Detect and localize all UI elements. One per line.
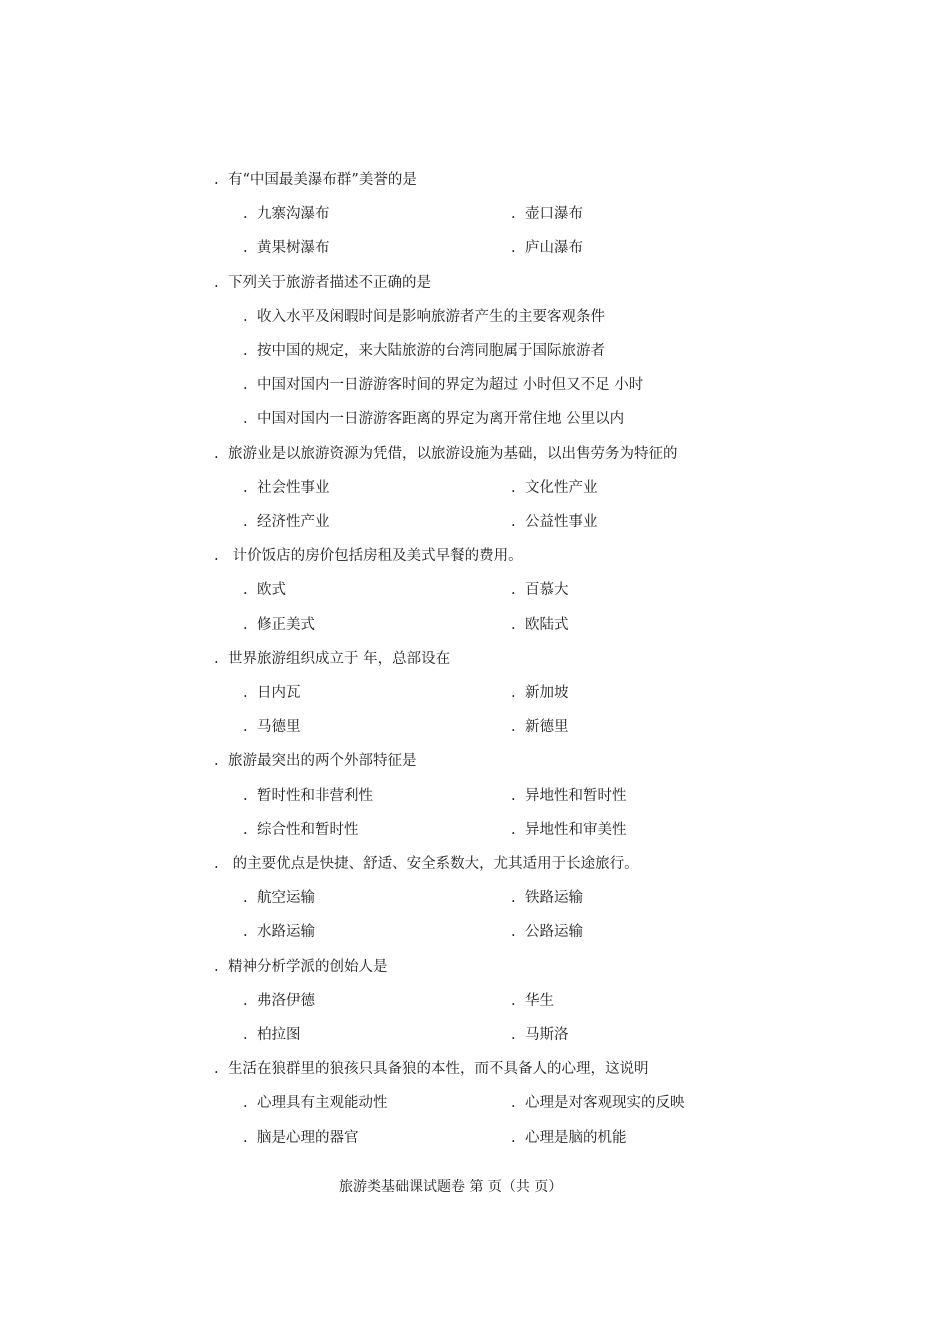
item-marker: . [243, 514, 248, 530]
answer-option-text: 日内瓦 [257, 685, 301, 701]
item-marker: . [243, 1095, 248, 1111]
item-marker: . [243, 377, 248, 393]
question-stem [214, 266, 431, 300]
question-stem-text: 精神分析学派的创始人是 [228, 959, 388, 975]
question-stem [214, 744, 417, 778]
item-marker: . [511, 240, 516, 256]
item-marker: . [243, 240, 248, 256]
answer-option-text: 心理具有主观能动性 [257, 1095, 388, 1111]
answer-option [511, 197, 583, 231]
answer-option [243, 197, 330, 231]
answer-option-text: 公路运输 [525, 924, 583, 940]
answer-option-text: 新德里 [525, 719, 569, 735]
item-marker: . [243, 206, 248, 222]
answer-option-text: 新加坡 [525, 685, 569, 701]
answer-option-text: 欧陆式 [525, 617, 569, 633]
answer-option-text: 中国对国内一日游游客时间的界定为超过 小时但又不足 小时 [257, 377, 644, 393]
answer-option-text: 脑是心理的器官 [257, 1130, 359, 1146]
item-marker: . [243, 617, 248, 633]
answer-option [243, 984, 315, 1018]
answer-option [243, 1086, 388, 1120]
item-marker: . [511, 480, 516, 496]
item-marker: . [511, 1130, 516, 1146]
item-marker: . [243, 685, 248, 701]
answer-option-text: 欧式 [257, 582, 286, 598]
answer-option [243, 915, 315, 949]
answer-option-text: 壶口瀑布 [525, 206, 583, 222]
answer-option-text: 异地性和暂时性 [525, 788, 627, 804]
answer-option-text: 文化性产业 [525, 480, 598, 496]
item-marker: . [243, 343, 248, 359]
answer-option [511, 1086, 685, 1120]
answer-option [243, 779, 373, 813]
answer-option-text: 收入水平及闲暇时间是影响旅游者产生的主要客观条件 [257, 309, 605, 325]
answer-option [511, 471, 598, 505]
answer-option [511, 813, 627, 847]
item-marker: . [214, 651, 219, 667]
answer-option [243, 608, 315, 642]
item-marker: . [214, 275, 219, 291]
answer-option-text: 马斯洛 [525, 1027, 569, 1043]
item-marker: . [511, 890, 516, 906]
answer-option [243, 881, 315, 915]
answer-option [511, 915, 583, 949]
item-marker: . [243, 1130, 248, 1146]
answer-option-text: 暂时性和非营利性 [257, 788, 373, 804]
answer-option-text: 公益性事业 [525, 514, 598, 530]
question-stem [214, 539, 523, 573]
item-marker: . [243, 788, 248, 804]
item-marker: . [511, 206, 516, 222]
answer-option-text: 百慕大 [525, 582, 569, 598]
answer-option [511, 1121, 627, 1155]
answer-option-text: 综合性和暂时性 [257, 822, 359, 838]
item-marker: . [214, 548, 219, 564]
answer-option [243, 1121, 359, 1155]
question-stem [214, 642, 450, 676]
answer-option-text: 铁路运输 [525, 890, 583, 906]
item-marker: . [214, 753, 219, 769]
item-marker: . [243, 411, 248, 427]
answer-option [243, 676, 301, 710]
answer-option [243, 300, 605, 334]
item-marker: . [214, 172, 219, 188]
answer-option-text: 异地性和审美性 [525, 822, 627, 838]
answer-option [511, 573, 569, 607]
answer-option [243, 471, 330, 505]
item-marker: . [214, 959, 219, 975]
answer-option-text: 柏拉图 [257, 1027, 301, 1043]
answer-option [511, 231, 583, 265]
question-stem-text: 旅游业是以旅游资源为凭借，以旅游设施为基础，以出售劳务为特征的 [228, 446, 678, 462]
item-marker: . [511, 685, 516, 701]
answer-option [511, 779, 627, 813]
answer-option-text: 弗洛伊德 [257, 993, 315, 1009]
item-marker: . [511, 617, 516, 633]
answer-option [243, 710, 301, 744]
answer-option [511, 881, 583, 915]
item-marker: . [243, 924, 248, 940]
item-marker: . [511, 924, 516, 940]
item-marker: . [243, 719, 248, 735]
answer-option [243, 368, 643, 402]
answer-option [511, 1018, 569, 1052]
answer-option [243, 573, 286, 607]
question-stem [214, 950, 388, 984]
answer-option-text: 黄果树瀑布 [257, 240, 330, 256]
question-stem-text: 计价饭店的房价包括房租及美式早餐的费用。 [228, 548, 523, 564]
answer-option-text: 按中国的规定，来大陆旅游的台湾同胞属于国际旅游者 [257, 343, 605, 359]
answer-option [243, 402, 624, 436]
answer-option-text: 航空运输 [257, 890, 315, 906]
item-marker: . [243, 480, 248, 496]
answer-option [511, 608, 569, 642]
item-marker: . [511, 993, 516, 1009]
answer-option-text: 马德里 [257, 719, 301, 735]
item-marker: . [214, 856, 219, 872]
question-stem-text: 下列关于旅游者描述不正确的是 [228, 275, 431, 291]
answer-option-text: 心理是对客观现实的反映 [525, 1095, 685, 1111]
answer-option [511, 505, 598, 539]
item-marker: . [214, 1061, 219, 1077]
item-marker: . [243, 993, 248, 1009]
item-marker: . [511, 1095, 516, 1111]
item-marker: . [243, 309, 248, 325]
question-stem-text: 生活在狼群里的狼孩只具备狼的本性，而不具备人的心理，这说明 [228, 1061, 649, 1077]
item-marker: . [511, 822, 516, 838]
item-marker: . [511, 1027, 516, 1043]
answer-option-text: 经济性产业 [257, 514, 330, 530]
item-marker: . [243, 890, 248, 906]
answer-option-text: 水路运输 [257, 924, 315, 940]
item-marker: . [511, 582, 516, 598]
answer-option-text: 九寨沟瀑布 [257, 206, 330, 222]
item-marker: . [511, 514, 516, 530]
item-marker: . [214, 446, 219, 462]
answer-option [243, 334, 605, 368]
answer-option-text: 庐山瀑布 [525, 240, 583, 256]
answer-option [511, 676, 569, 710]
item-marker: . [511, 788, 516, 804]
answer-option-text: 心理是脑的机能 [525, 1130, 627, 1146]
question-stem-text: 的主要优点是快捷、舒适、安全系数大，尤其适用于长途旅行。 [228, 856, 639, 872]
question-stem [214, 163, 417, 197]
answer-option [243, 231, 330, 265]
answer-option [243, 505, 330, 539]
question-stem-text: 有“中国最美瀑布群”美誉的是 [228, 172, 417, 188]
answer-option-text: 修正美式 [257, 617, 315, 633]
answer-option [243, 813, 359, 847]
page-footer: 旅游类基础课试题卷 第 页（共 页） [339, 1179, 563, 1195]
answer-option [511, 984, 554, 1018]
answer-option [511, 710, 569, 744]
question-stem-text: 旅游最突出的两个外部特征是 [228, 753, 417, 769]
item-marker: . [243, 1027, 248, 1043]
answer-option-text: 华生 [525, 993, 554, 1009]
answer-option [243, 1018, 301, 1052]
item-marker: . [243, 582, 248, 598]
item-marker: . [511, 719, 516, 735]
answer-option-text: 中国对国内一日游游客距离的界定为离开常住地 公里以内 [257, 411, 625, 427]
answer-option-text: 社会性事业 [257, 480, 330, 496]
question-stem [214, 847, 639, 881]
question-stem [214, 1052, 649, 1086]
question-stem [214, 437, 678, 471]
question-stem-text: 世界旅游组织成立于 年，总部设在 [228, 651, 451, 667]
item-marker: . [243, 822, 248, 838]
